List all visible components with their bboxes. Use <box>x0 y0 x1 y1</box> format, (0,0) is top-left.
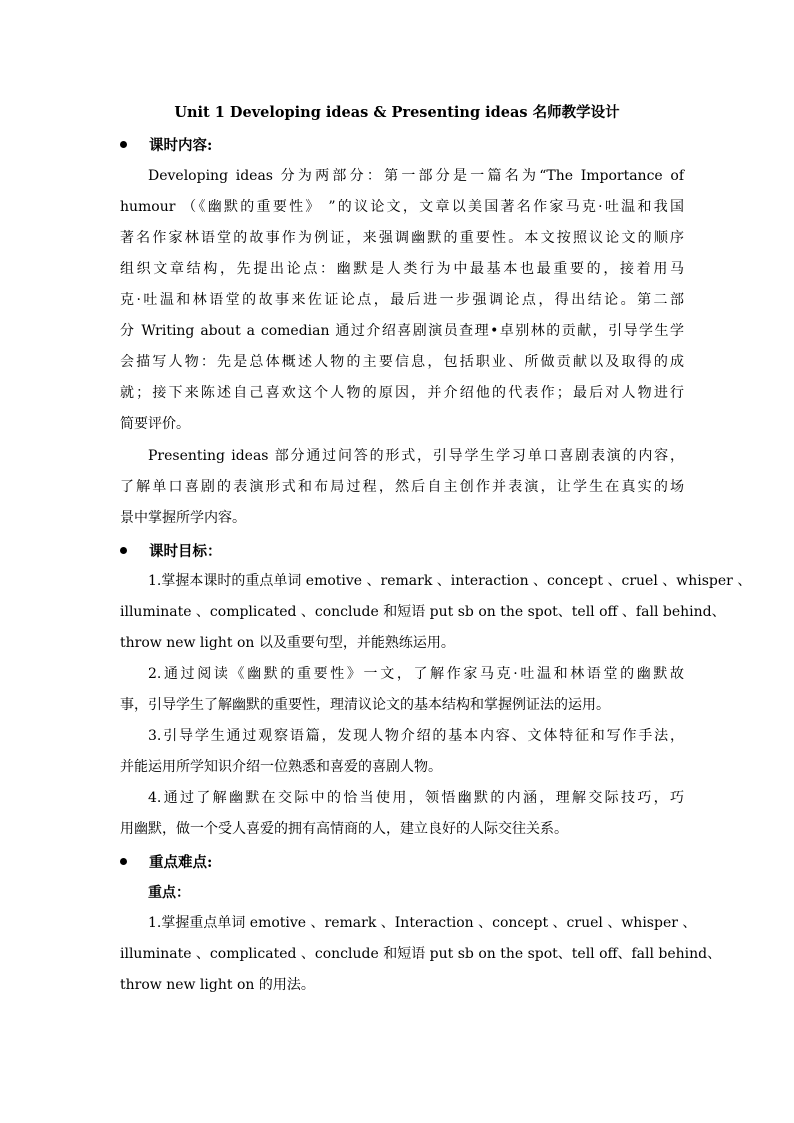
bullet-icon <box>120 858 127 865</box>
key-points-subheading: 重点： <box>148 885 190 901</box>
bullet-icon <box>120 141 127 148</box>
goal-item-2 <box>120 659 684 721</box>
text-line: 4.通过了解幽默在交际中的恰当使用，领悟幽默的内涵，理解交际技巧，巧 <box>148 790 684 806</box>
text-line: 用幽默，做一个受人喜爱的拥有高情商的人，建立良好的人际交往关系。 <box>120 821 568 837</box>
bullet-icon <box>120 547 127 554</box>
text-line: 1.掌握本课时的重点单词 emotive 、remark 、interaction 、concept 、cruel 、whisper 、 <box>148 573 752 589</box>
text-line: 事，引导学生了解幽默的重要性，理清议论文的基本结构和掌握例证法的运用。 <box>120 697 610 713</box>
text-line: 简要评价。 <box>120 416 190 432</box>
goal-item-1 <box>120 566 752 659</box>
text-line: 就；接下来陈述自己喜欢这个人物的原因，并介绍他的代表作；最后对人物进行 <box>120 385 684 401</box>
text-line: throw new light on 以及重要句型，并能熟练运用。 <box>120 635 455 651</box>
text-line: illuminate 、complicated 、conclude 和短语 put sb on the spot、tell off 、fall behind、 <box>120 604 726 620</box>
text-line: 2.通过阅读《幽默的重要性》一文，了解作家马克·吐温和林语堂的幽默故 <box>148 666 684 682</box>
content-paragraph-2 <box>120 441 684 534</box>
content-paragraph-1 <box>120 161 684 440</box>
goal-item-3 <box>120 721 684 783</box>
text-line: 3.引导学生通过观察语篇，发现人物介绍的基本内容、文体特征和写作手法， <box>148 728 684 744</box>
text-line: 组织文章结构，先提出论点：幽默是人类行为中最基本也最重要的，接着用马 <box>120 261 684 277</box>
text-line: 了解单口喜剧的表演形式和布局过程，然后自主创作并表演，让学生在真实的场 <box>120 479 684 495</box>
text-line: 著名作家林语堂的故事作为例证，来强调幽默的重要性。本文按照议论文的顺序 <box>120 230 684 246</box>
text-line: illuminate 、complicated 、conclude 和短语 put sb on the spot、tell off、fall behind、 <box>120 946 722 962</box>
text-line: humour （《幽默的重要性》 ”的议论文，文章以美国著名作家马克·吐温和我国 <box>120 199 684 215</box>
document-title: Unit 1 Developing ideas & Presenting ideas 名师教学设计 <box>174 104 620 121</box>
section-heading-content: 课时内容: <box>120 134 212 155</box>
text-line: Developing ideas 分为两部分：第一部分是一篇名为“The Importance of <box>148 168 684 184</box>
text-line: 景中掌握所学内容。 <box>120 510 246 526</box>
section-heading-key-points: 重点难点: <box>120 851 212 872</box>
text-line: 克·吐温和林语堂的故事来佐证论点，最后进一步强调论点，得出结论。第二部 <box>120 292 684 308</box>
goal-item-4 <box>120 783 684 845</box>
text-line: 会描写人物：先是总体概述人物的主要信息，包括职业、所做贡献以及取得的成 <box>120 354 684 370</box>
text-line: 1.掌握重点单词 emotive 、remark 、Interaction 、concept 、cruel 、whisper 、 <box>148 915 697 931</box>
text-line: 并能运用所学知识介绍一位熟悉和喜爱的喜剧人物。 <box>120 759 442 775</box>
text-line: throw new light on 的用法。 <box>120 977 315 993</box>
key-point-item-1 <box>120 908 722 1001</box>
text-line: 分 Writing about a comedian 通过介绍喜剧演员查理•卓别林的贡献，引导学生学 <box>120 323 684 339</box>
text-line: Presenting ideas 部分通过问答的形式，引导学生学习单口喜剧表演的内容， <box>148 448 684 464</box>
section-heading-goals: 课时目标： <box>120 540 222 561</box>
